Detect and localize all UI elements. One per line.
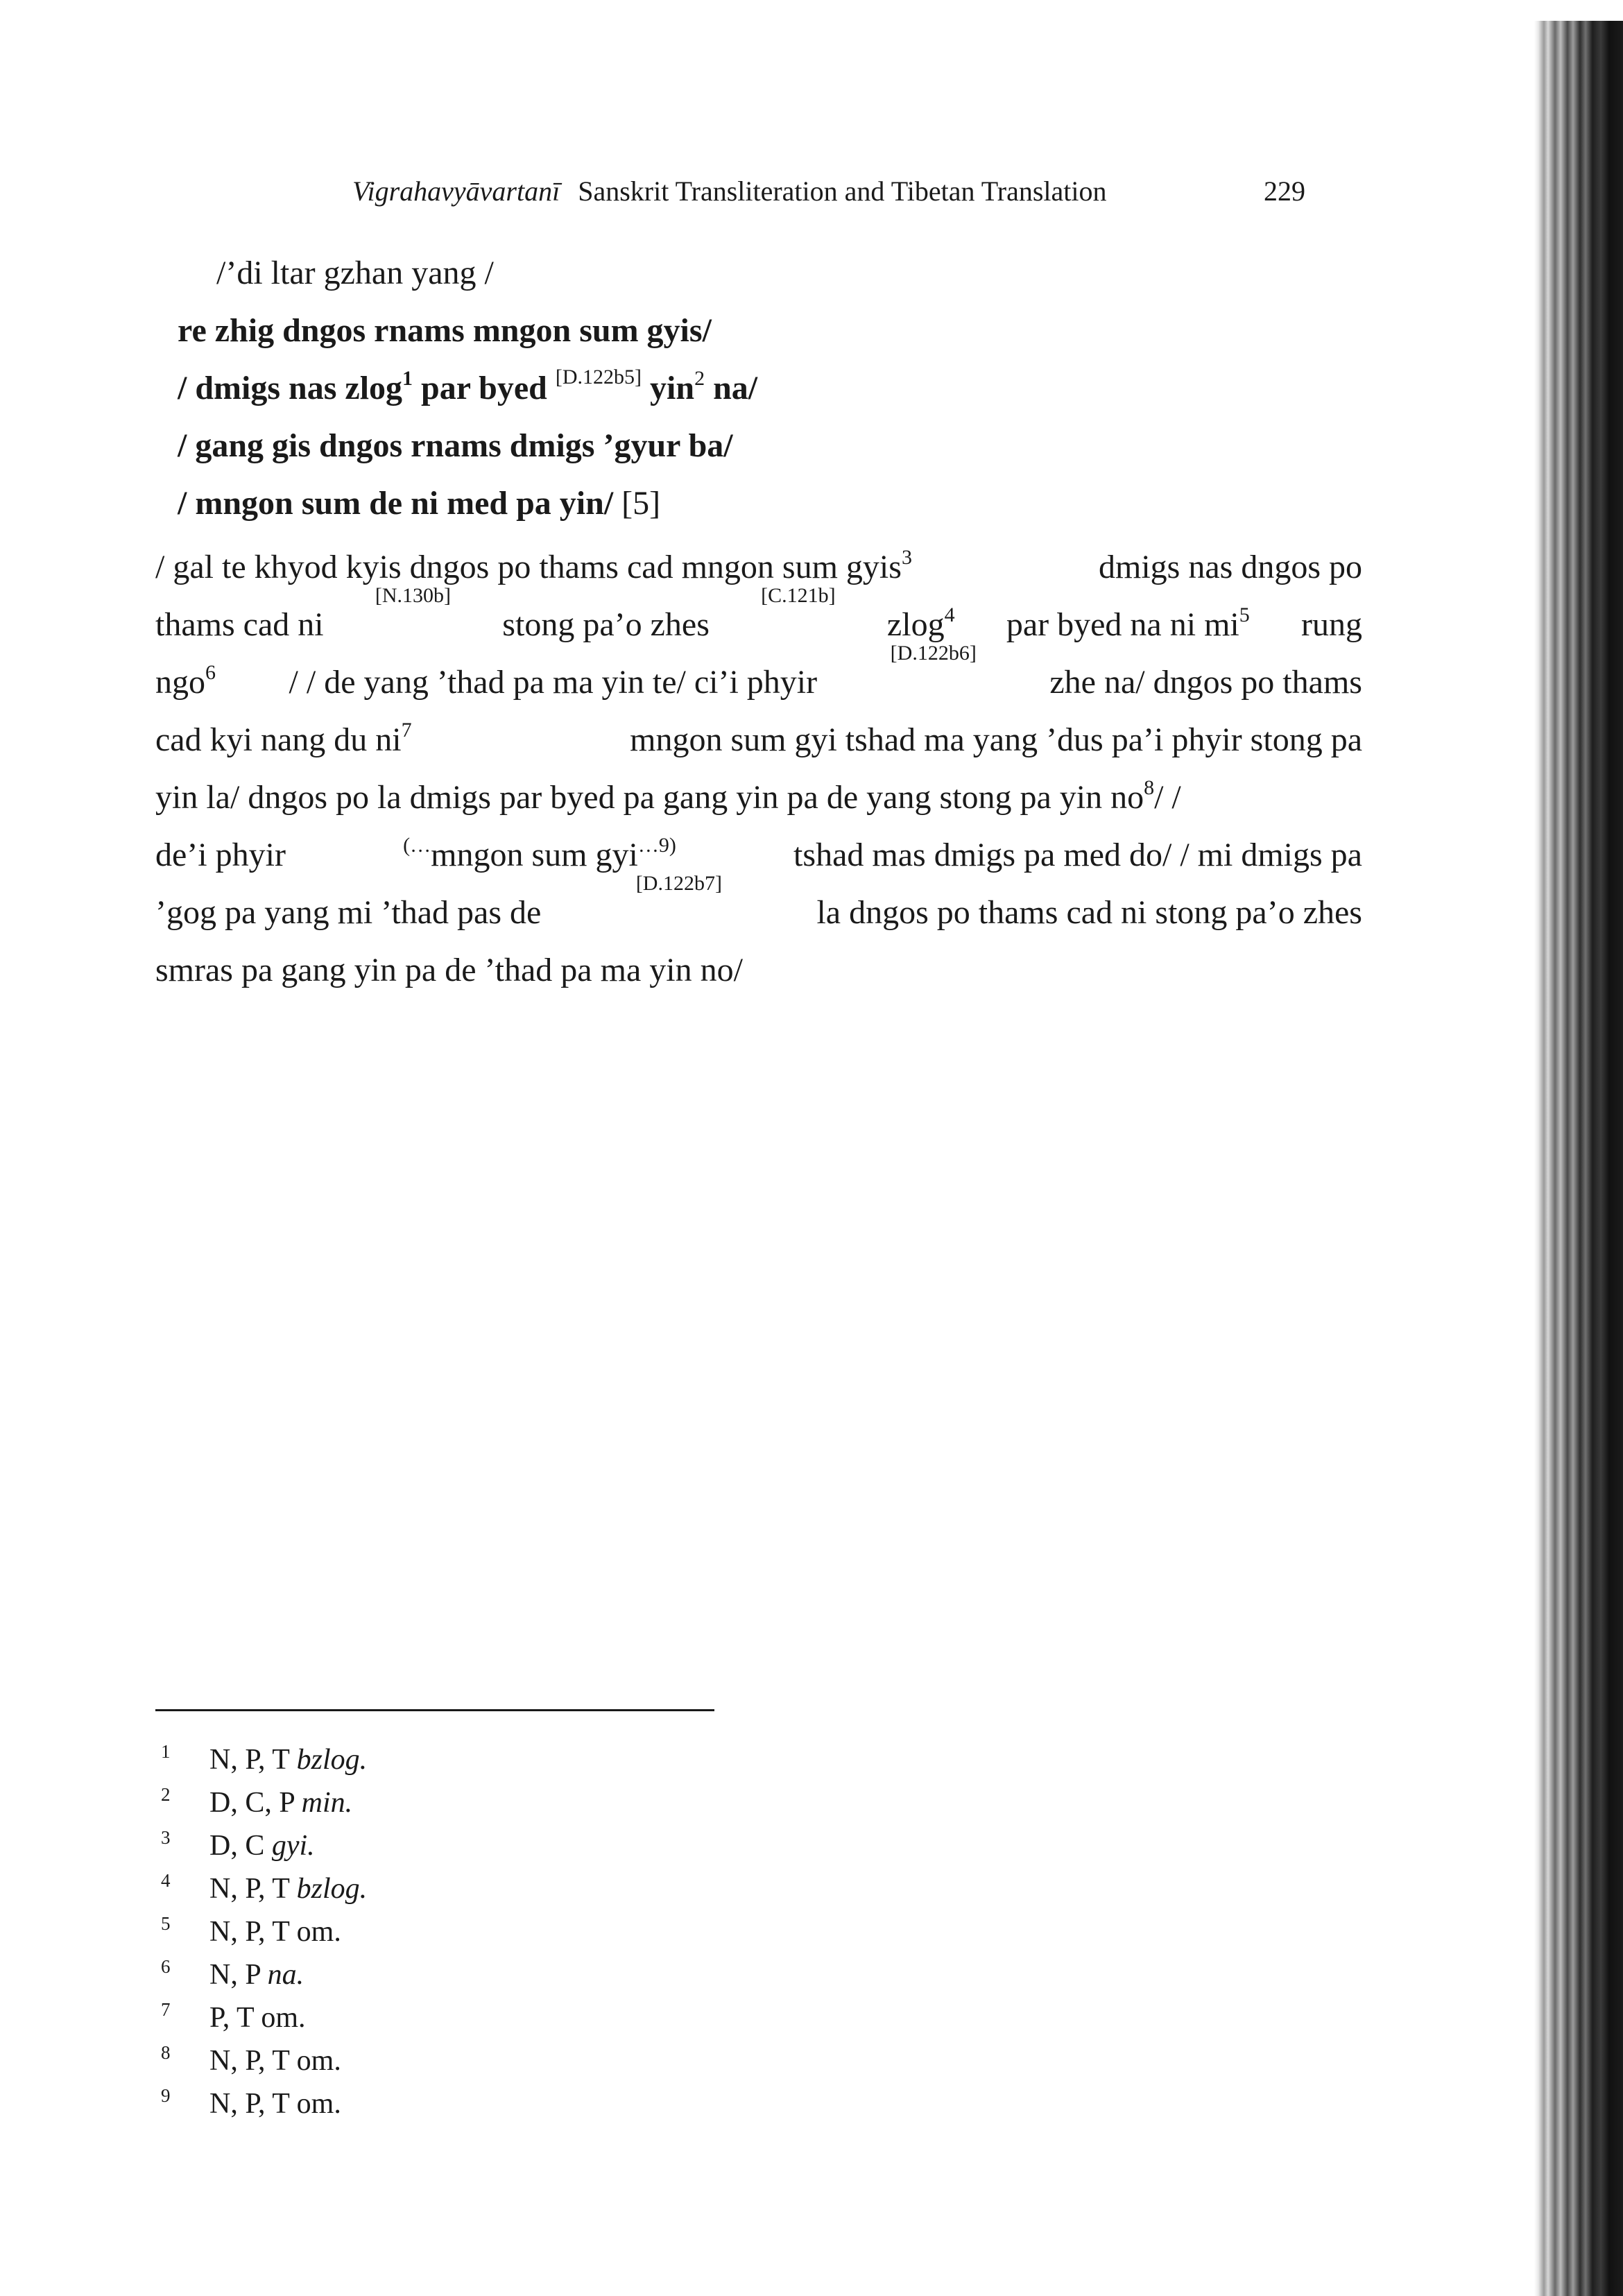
verse-line-3: / gang gis dngos rnams dmigs ’gyur ba/ [178,427,733,464]
prose-text: smras pa gang yin pa de ’thad pa ma yin no/ [155,952,743,988]
prose-text: la dngos po thams cad ni stong pa’o zhes [816,894,1362,931]
footnote-marker: 3 [901,546,912,569]
footnote-sigla: N, P, T [209,1873,290,1905]
footnote-reading: bzlog. [296,1744,368,1776]
footnote-reading: min. [301,1787,353,1819]
prose-text: mngon sum gyi [431,837,638,873]
footnote-marker: 6 [205,661,216,684]
prose-text: tshad mas dmigs pa med do/ / mi dmigs pa [793,837,1362,873]
footnote-item [161,2074,367,2120]
footnote-item [161,1902,367,1948]
prose-text: de’i phyir [155,837,286,873]
prose-text: yin la/ dngos po la dmigs par byed pa gang yin pa de yang stong pa yin no [155,779,1144,816]
footnote-number: 2 [161,1784,171,1805]
footnote-reading: na. [267,1959,304,1991]
verse-intro: /’di ltar gzhan yang / [216,255,494,291]
page-number: 229 [1264,175,1305,207]
prose-line [155,769,1362,826]
footnote-number: 6 [161,1956,171,1977]
verse-number: [5] [613,485,661,522]
footnote-sigla: N, P [209,1959,261,1991]
prose-text: / gal te khyod kyis dngos po thams cad mngon sum gyis [155,549,902,585]
footnote-item [161,1816,367,1862]
footnote-marker: …9) [637,834,676,857]
folio-reference: [C.121b] [761,584,836,607]
prose-text: rung [1301,606,1362,643]
verse-text: na/ [705,370,758,406]
prose-text: zhe na/ dngos po thams [1049,664,1362,701]
footnote-number: 7 [161,1999,171,2020]
footnote-number: 8 [161,2042,171,2063]
footnote-number: 1 [161,1741,171,1762]
prose-text: dmigs nas dngos po [1098,549,1362,585]
footnote-reading: om. [296,1916,341,1948]
book-spine-shadow [1534,21,1623,2296]
footnote-item [161,2031,367,2077]
footnote-item [161,1945,367,1991]
commentary-paragraph [155,538,1362,999]
running-header [352,172,1305,211]
footnote-marker: 8 [1144,776,1155,799]
footnote-sigla: D, C, P [209,1787,295,1819]
footnote-reading: gyi. [271,1830,315,1862]
footnotes [161,1730,368,2120]
folio-reference: [D.122b7] [635,872,722,895]
prose-line [155,711,1362,769]
footnote-sigla: P, T [209,2002,254,2034]
footnote-number: 5 [161,1913,171,1934]
prose-line [155,584,1362,653]
prose-line [155,941,1362,999]
verse-text: / mngon sum de ni med pa yin/ [178,485,614,522]
footnote-number: 4 [161,1870,171,1891]
prose-line [155,872,1362,941]
footnote-marker: 4 [944,603,955,626]
folio-reference: [N.130b] [375,584,452,607]
footnote-reading: om. [261,2002,306,2034]
prose-line [155,826,1362,884]
footnote-sigla: N, P, T [209,1916,290,1948]
prose-text: stong pa’o zhes [502,606,710,643]
verse-line-4 [178,481,660,526]
footnote-number: 3 [161,1827,171,1848]
book-title: Vigrahavyāvartanī [352,175,560,207]
footnote-marker: (… [403,834,431,857]
footnote-item [161,1773,367,1819]
footnote-item [161,1859,368,1905]
footnote-sigla: D, C [209,1830,265,1862]
footnote-sigla: N, P, T [209,2088,290,2120]
prose-text: mngon sum gyi tshad ma yang ’dus pa’i phyir stong pa [630,721,1362,758]
footnote-divider [155,1709,714,1711]
prose-line [155,642,1362,711]
footnote-reading: bzlog. [296,1873,368,1905]
verse-text: / dmigs nas zlog [178,370,403,406]
prose-text: / / [1154,779,1181,816]
footnote-reading: om. [296,2045,341,2077]
footnote-reading: om. [296,2088,341,2120]
footnote-item [161,1988,367,2034]
footnote-marker: 5 [1239,603,1250,626]
prose-text: par byed na ni mi [1006,606,1239,643]
footnote-number: 9 [161,2085,171,2106]
footnote-sigla: N, P, T [209,1744,290,1776]
folio-reference: [D.122b6] [890,642,977,665]
prose-text: / / de yang ’thad pa ma yin te/ ci’i phyir [289,664,818,701]
prose-text: thams cad ni [155,606,324,643]
verse-line-1: re zhig dngos rnams mngon sum gyis/ [178,312,712,349]
prose-text: zlog [886,606,945,643]
verse-text: par byed [413,370,556,406]
folio-reference: [D.122b5] [555,366,642,388]
prose-line [155,538,1362,596]
footnote-marker: 1 [402,367,413,390]
header-subtitle: Sanskrit Transliteration and Tibetan Translation [578,175,1107,207]
footnote-marker: 7 [401,719,412,742]
prose-text: ’gog pa yang mi ’thad pas de [155,894,542,931]
prose-text: ngo [155,664,205,701]
prose-text: cad kyi nang du ni [155,721,402,758]
verse-line-2 [178,366,757,411]
footnote-sigla: N, P, T [209,2045,290,2077]
footnote-item [161,1730,368,1776]
verse-text: yin [642,370,695,406]
footnote-marker: 2 [694,367,705,390]
